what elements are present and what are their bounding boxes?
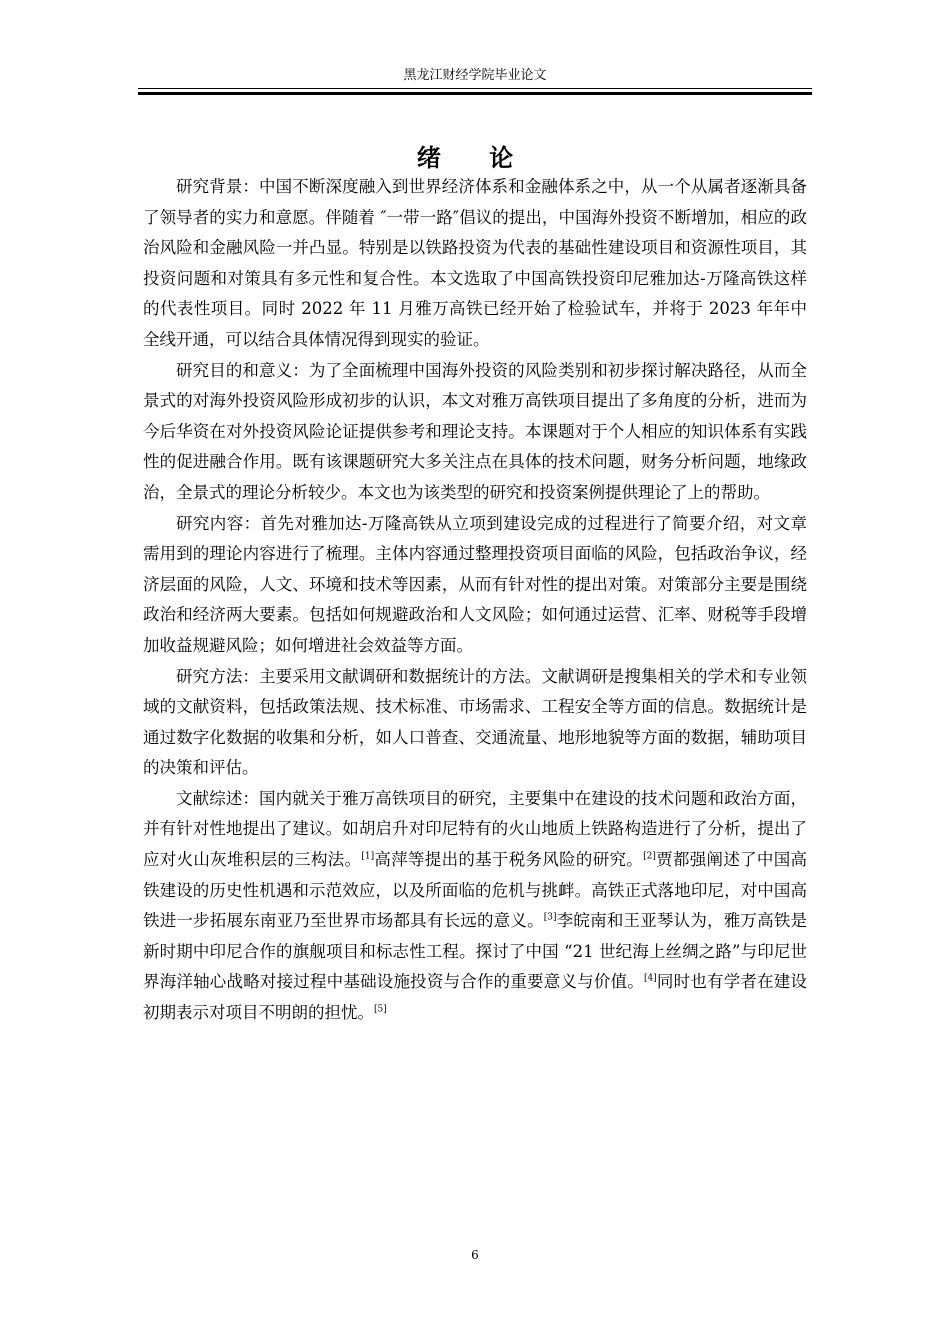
header-rule-thick — [138, 92, 812, 95]
paragraph-background — [143, 172, 807, 356]
paragraph-text: 文献综述：国内就关于雅万高铁项目的研究，主要集中在建设的技术问题和政治方面，并有针对性地提出了建议。如胡启升对印尼特有的火山地质上铁路构造进行了分析，提出了应对火山灰堆积层的三构法。 — [143, 788, 807, 870]
body-text — [143, 172, 807, 1029]
header-rule-thin — [138, 88, 812, 89]
citation-marker: [3] — [543, 912, 557, 923]
paragraph-text: 贾都强阐述了中国高铁建设的历史性机遇和示范效应，以及所面临的危机与挑衅。高铁正式落地印尼，对中国高铁进一步拓展东南亚乃至世界市场都具有长远的意义。 — [143, 850, 808, 931]
running-header: 黑龙江财经学院毕业论文 — [403, 68, 547, 83]
citation-marker: [2] — [643, 851, 656, 862]
paragraph-text: 研究目的和意义：为了全面梳理中国海外投资的风险类别和初步探讨解决路径，从而全景式的对海外投资风险形成初步的认识，本文对雅万高铁项目提出了多角度的分析，进而为今后华资在对外投资风险论证提供参考和理论支持。本课题对于个人相应的知识体系有实践性的促进融合作用。既有该课题研究大多关注点在具体的技术问题，财务分析问题，地缘政治，全景式的理论分析较少。本文也为该类型的研究和投资案例提供理论了上的帮助。 — [143, 360, 807, 502]
paragraph-text: 同时也有学者在建设初期表示对项目不明朗的担忧。 — [143, 972, 808, 1023]
citation-marker: [1] — [361, 851, 375, 862]
paragraph-text: 研究内容：首先对雅加达-万隆高铁从立项到建设完成的过程进行了简要介绍，对文章需用到的理论内容进行了梳理。主体内容通过整理投资项目面临的风险，包括政治争议，经济层面的风险，人文、环境和技术等因素，从而有针对性的提出对策。对策部分主要是围绕政治和经济两大要素。包括如何规避政治和人文风险；如何通过运营、汇率、财税等手段增加收益规避风险；如何增进社会效益等方面。 — [143, 513, 807, 655]
paragraph-text: 研究方法：主要采用文献调研和数据统计的方法。文献调研是搜集相关的学术和专业领域的文献资料，包括政策法规、技术标准、市场需求、工程安全等方面的信息。数据统计是通过数字化数据的收集和分析，如人口普查、交通流量、地形地貌等方面的数据，辅助项目的决策和评估。 — [143, 666, 807, 778]
paragraph-content — [143, 509, 807, 662]
paragraph-text: 研究背景：中国不断深度融入到世界经济体系和金融体系之中，从一个从属者逐渐具备了领导者的实力和意愿。伴随着 ″一带一路″倡议的提出，中国海外投资不断增加，相应的政治风险和金融风险一并凸显。特别是以铁路投资为代表的基础性建设项目和资源性项目，其投资问题和对策具有多元性和复合性。本文选取了中国高铁投资印尼雅加达-万隆高铁这样的代表性项目。同时 2022 年 11 月雅万高铁已经开始了检验试车，并将于 2023 年年中全线开通，可以结合具体情况得到现实的验证。 — [143, 177, 807, 349]
chapter-title: 绪 论 — [416, 144, 534, 172]
citation-marker: [4] — [643, 973, 657, 984]
page-number: 6 — [471, 1248, 479, 1262]
paragraph-review — [143, 784, 807, 1029]
paragraph-text: 李皖南和王亚琴认为，雅万高铁是新时期中印尼合作的旗舰项目和标志性工程。探讨了中国 “21 世纪海上丝绸之路”与印尼世界海洋轴心战略对接过程中基础设施投资与合作的重要意义与价值。 — [143, 911, 808, 992]
paragraph-purpose — [143, 356, 807, 509]
paragraph-method — [143, 662, 807, 784]
paragraph-text: 高萍等提出的基于税务风险的研究。 — [374, 850, 644, 870]
citation-marker: [5] — [374, 1004, 387, 1015]
